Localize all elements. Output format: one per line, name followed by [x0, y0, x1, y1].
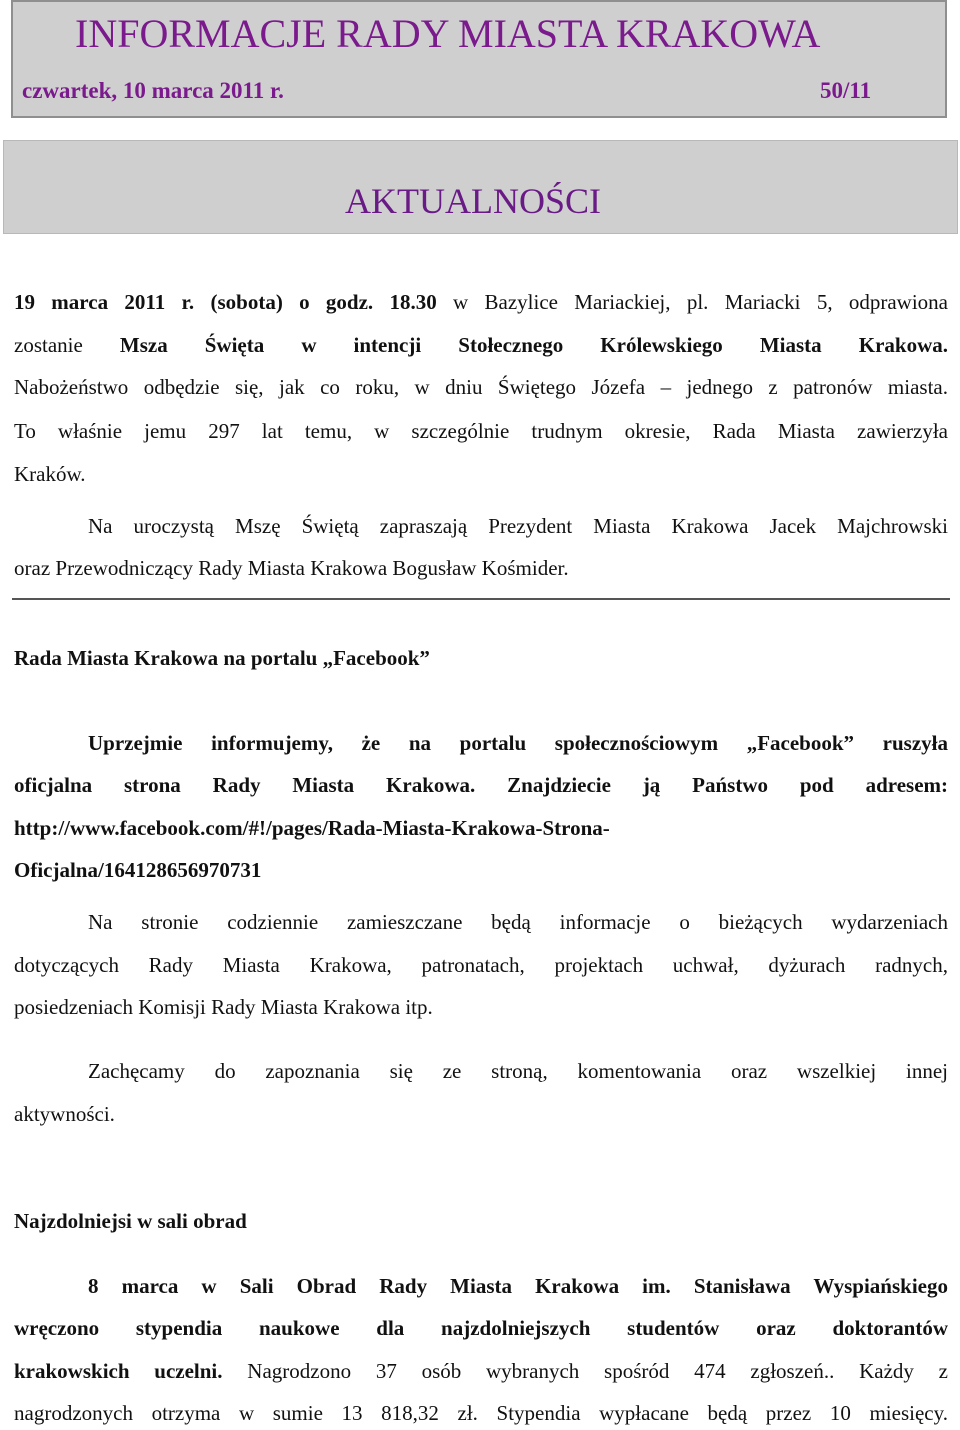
article1-line7: oraz Przewodniczący Rady Miasta Krakowa Bogusław Kośmider. [14, 556, 569, 580]
article3-line3: krakowskich uczelni. Nagrodzono 37 osób wybranych spośród 474 zgłoszeń.. Każdy z [14, 1359, 948, 1383]
facebook-link-line1[interactable]: http://www.facebook.com/#!/pages/Rada-Miasta-Krakowa-Strona- [14, 816, 610, 840]
article1-line3: Nabożeństwo odbędzie się, jak co roku, w dniu Świętego Józefa – jednego z patronów miasta. [14, 375, 948, 399]
article2-line7: posiedzeniach Komisji Rady Miasta Krakowa itp. [14, 995, 433, 1019]
article1-line6: Na uroczystą Mszę Świętą zapraszają Prezydent Miasta Krakowa Jacek Majchrowski [88, 514, 948, 538]
article1-line1: 19 marca 2011 r. (sobota) o godz. 18.30 w Bazylice Mariackiej, pl. Mariacki 5, odprawiona [14, 290, 949, 314]
article2-line6: dotyczących Rady Miasta Krakowa, patronatach, projektach uchwał, dyżurach radnych, [14, 953, 948, 977]
article2-line8: Zachęcamy do zapoznania się ze stroną, komentowania oraz wszelkiej innej [88, 1059, 948, 1083]
article1-line5: Kraków. [14, 462, 86, 486]
article3-heading: Najzdolniejsi w sali obrad [14, 1209, 247, 1233]
article2-line2: oficjalna strona Rady Miasta Krakowa. Znajdziecie ją Państwo pod adresem: [14, 773, 948, 797]
divider [12, 598, 950, 600]
issue-number: 50/11 [820, 78, 872, 103]
article3-line4: nagrodzonych otrzyma w sumie 13 818,32 zł. Stypendia wypłacane będą przez 10 miesięcy. [14, 1401, 948, 1425]
article2-line1: Uprzejmie informujemy, że na portalu społecznościowym „Facebook” ruszyła [88, 731, 948, 755]
article2-line5: Na stronie codziennie zamieszczane będą informacje o bieżących wydarzeniach [88, 910, 948, 934]
article3-line2: wręczono stypendia naukowe dla najzdolniejszych studentów oraz doktorantów [14, 1316, 948, 1340]
facebook-link-line2[interactable]: Oficjalna/164128656970731 [14, 858, 262, 882]
article1-line4: To właśnie jemu 297 lat temu, w szczególnie trudnym okresie, Rada Miasta zawierzyła [14, 419, 948, 443]
newsletter-title: INFORMACJE RADY MIASTA KRAKOWA [75, 11, 821, 56]
section-title: AKTUALNOŚCI [345, 181, 601, 221]
article2-line9: aktywności. [14, 1102, 115, 1126]
article3-line1: 8 marca w Sali Obrad Rady Miasta Krakowa im. Stanisława Wyspiańskiego [88, 1274, 948, 1298]
article2-heading: Rada Miasta Krakowa na portalu „Facebook” [14, 646, 430, 670]
article1-line2: zostanie Msza Święta w intencji Stołecznego Królewskiego Miasta Krakowa. [14, 333, 948, 357]
issue-date: czwartek, 10 marca 2011 r. [22, 78, 284, 103]
